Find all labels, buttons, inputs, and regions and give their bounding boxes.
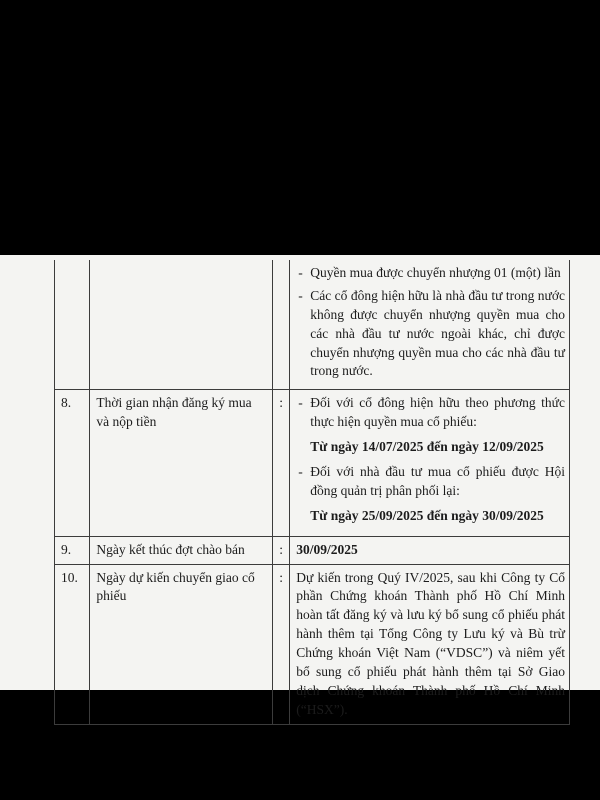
row-content-cell: [290, 260, 570, 390]
row-number: 9.: [55, 536, 90, 564]
document-page: [0, 255, 600, 717]
row-number-cell: [55, 260, 90, 390]
row-number: 10.: [55, 564, 90, 724]
row-number: 8.: [55, 390, 90, 536]
row-colon: :: [273, 536, 290, 564]
redistributed-investors-period: Từ ngày 25/09/2025 đến ngày 30/09/2025: [310, 507, 544, 523]
row-label: Ngày kết thúc đợt chào bán: [90, 536, 273, 564]
table-row-8: [55, 390, 570, 536]
transfer-once-bullet: - Quyền mua được chuyển nhượng 01 (một) lần: [296, 264, 565, 283]
existing-shareholders-period: Từ ngày 14/07/2025 đến ngày 12/09/2025: [310, 439, 544, 455]
row-colon-cell: [273, 260, 290, 390]
offering-terms-table: [54, 260, 570, 725]
row-colon: :: [273, 390, 290, 536]
row-label-cell: [90, 260, 273, 390]
existing-shareholders-bullet: - Đối với cổ đông hiện hữu theo phương thức thực hiện quyền mua cổ phiếu:: [296, 394, 565, 432]
share-transfer-description: Dự kiến trong Quý IV/2025, sau khi Công ty Cổ phần Chứng khoán Thành phố Hồ Chí Minh hoàn tất đăng ký và lưu ký bổ sung cổ phiếu phát hành thêm tại Tổng Công ty Lưu ký và Bù trừ Chứng khoán Việt Nam (“VDSC”) và niêm yết bổ sung cổ phiếu phát hành thêm tại Sở Giao dịch Chứng khoán Thành phố Hồ Chí Minh (“HSX”).: [290, 564, 570, 724]
row-content: [290, 390, 570, 536]
offering-end-date: 30/09/2025: [290, 536, 570, 564]
row-colon: :: [273, 564, 290, 724]
table-row-continued: [55, 260, 570, 390]
domestic-transfer-bullet: - Các cổ đông hiện hữu là nhà đầu tư trong nước không được chuyển nhượng quyền mua cho các nhà đầu tư nước ngoài khác, chỉ được chuyển nhượng quyền mua cho các nhà đầu tư trong nước.: [296, 287, 565, 381]
table-row-10: [55, 564, 570, 724]
table-row-9: [55, 536, 570, 564]
row-label: Thời gian nhận đăng ký mua và nộp tiền: [90, 390, 273, 536]
row-label: Ngày dự kiến chuyển giao cổ phiếu: [90, 564, 273, 724]
redistributed-investors-bullet: - Đối với nhà đầu tư mua cổ phiếu được Hội đồng quản trị phân phối lại:: [296, 463, 565, 501]
